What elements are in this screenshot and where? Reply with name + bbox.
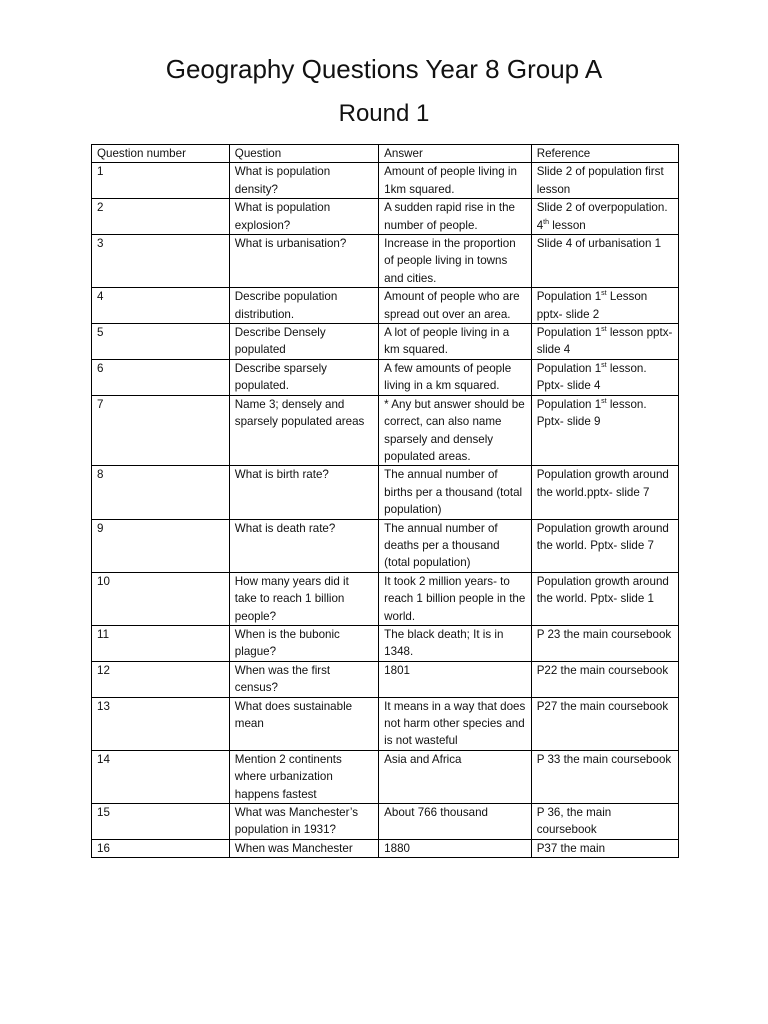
cell-question-number: 15 <box>92 804 230 840</box>
ordinal-suffix: st <box>601 397 607 405</box>
cell-answer: Amount of people living in 1km squared. <box>379 163 532 199</box>
table-row <box>92 466 679 519</box>
cell-reference: P22 the main coursebook <box>531 661 678 697</box>
cell-question-number: 11 <box>92 625 230 661</box>
cell-answer: A lot of people living in a km squared. <box>379 324 532 360</box>
cell-reference: P 36, the main coursebook <box>531 804 678 840</box>
cell-question: Describe Densely populated <box>229 324 378 360</box>
cell-question: What is urbanisation? <box>229 235 378 288</box>
table-row <box>92 839 679 857</box>
table-row <box>92 288 679 324</box>
cell-answer: It took 2 million years- to reach 1 billion people in the world. <box>379 572 532 625</box>
cell-reference: Slide 2 of population first lesson <box>531 163 678 199</box>
cell-reference: P 33 the main coursebook <box>531 750 678 803</box>
cell-answer: The annual number of births per a thousand (total population) <box>379 466 532 519</box>
ordinal-suffix: st <box>601 290 607 298</box>
table-row <box>92 235 679 288</box>
cell-reference: Slide 2 of overpopulation. 4th lesson <box>531 199 678 235</box>
cell-reference: Population 1st lesson. Pptx- slide 4 <box>531 359 678 395</box>
questions-table <box>91 144 679 858</box>
cell-question-number: 5 <box>92 324 230 360</box>
cell-reference: Slide 4 of urbanisation 1 <box>531 235 678 288</box>
table-row <box>92 324 679 360</box>
cell-question: How many years did it take to reach 1 billion people? <box>229 572 378 625</box>
cell-question-number: 3 <box>92 235 230 288</box>
cell-question: What is population density? <box>229 163 378 199</box>
ordinal-suffix: st <box>601 362 607 370</box>
cell-reference: Population 1st lesson pptx- slide 4 <box>531 324 678 360</box>
header-reference: Reference <box>531 145 678 163</box>
cell-question-number: 1 <box>92 163 230 199</box>
cell-reference: P 23 the main coursebook <box>531 625 678 661</box>
cell-question: What is birth rate? <box>229 466 378 519</box>
cell-answer: Increase in the proportion of people living in towns and cities. <box>379 235 532 288</box>
cell-question: Describe sparsely populated. <box>229 359 378 395</box>
table-row <box>92 572 679 625</box>
round-heading: Round 1 <box>338 100 430 127</box>
table-body <box>92 163 679 858</box>
cell-question-number: 7 <box>92 395 230 466</box>
cell-reference: Population 1st Lesson pptx- slide 2 <box>531 288 678 324</box>
cell-question: Mention 2 continents where urbanization happens fastest <box>229 750 378 803</box>
document-title: Geography Questions Year 8 Group A <box>165 54 603 84</box>
cell-question-number: 16 <box>92 839 230 857</box>
header-question: Question <box>229 145 378 163</box>
header-question-number: Question number <box>92 145 230 163</box>
cell-reference: Population growth around the world.pptx- slide 7 <box>531 466 678 519</box>
cell-question: What was Manchester’s population in 1931? <box>229 804 378 840</box>
cell-question: When was the first census? <box>229 661 378 697</box>
cell-reference: Population growth around the world. Pptx- slide 1 <box>531 572 678 625</box>
cell-question: What is population explosion? <box>229 199 378 235</box>
ordinal-suffix: th <box>543 218 549 226</box>
table-row <box>92 625 679 661</box>
cell-question-number: 10 <box>92 572 230 625</box>
cell-question-number: 13 <box>92 697 230 750</box>
cell-question: Describe population distribution. <box>229 288 378 324</box>
cell-question-number: 14 <box>92 750 230 803</box>
cell-answer: It means in a way that does not harm other species and is not wasteful <box>379 697 532 750</box>
cell-answer: * Any but answer should be correct, can also name sparsely and densely populated areas. <box>379 395 532 466</box>
table-row <box>92 163 679 199</box>
cell-answer: Amount of people who are spread out over an area. <box>379 288 532 324</box>
cell-question: Name 3; densely and sparsely populated areas <box>229 395 378 466</box>
table-row <box>92 804 679 840</box>
cell-answer: 1801 <box>379 661 532 697</box>
cell-answer: The black death; It is in 1348. <box>379 625 532 661</box>
cell-answer: About 766 thousand <box>379 804 532 840</box>
cell-question-number: 4 <box>92 288 230 324</box>
cell-question-number: 8 <box>92 466 230 519</box>
table-row <box>92 519 679 572</box>
cell-question: When was Manchester <box>229 839 378 857</box>
cell-question-number: 6 <box>92 359 230 395</box>
table-row <box>92 661 679 697</box>
cell-answer: Asia and Africa <box>379 750 532 803</box>
cell-answer: 1880 <box>379 839 532 857</box>
table-row <box>92 697 679 750</box>
cell-question: When is the bubonic plague? <box>229 625 378 661</box>
table-header-row <box>92 145 679 163</box>
table-row <box>92 395 679 466</box>
table-row <box>92 750 679 803</box>
cell-question-number: 9 <box>92 519 230 572</box>
cell-answer: The annual number of deaths per a thousand (total population) <box>379 519 532 572</box>
cell-reference: Population growth around the world. Pptx- slide 7 <box>531 519 678 572</box>
cell-answer: A few amounts of people living in a km squared. <box>379 359 532 395</box>
cell-reference: P27 the main coursebook <box>531 697 678 750</box>
cell-reference: Population 1st lesson. Pptx- slide 9 <box>531 395 678 466</box>
table-row <box>92 199 679 235</box>
ordinal-suffix: st <box>601 326 607 334</box>
cell-answer: A sudden rapid rise in the number of people. <box>379 199 532 235</box>
cell-reference: P37 the main <box>531 839 678 857</box>
cell-question: What is death rate? <box>229 519 378 572</box>
cell-question-number: 2 <box>92 199 230 235</box>
header-answer: Answer <box>379 145 532 163</box>
table-row <box>92 359 679 395</box>
cell-question: What does sustainable mean <box>229 697 378 750</box>
cell-question-number: 12 <box>92 661 230 697</box>
